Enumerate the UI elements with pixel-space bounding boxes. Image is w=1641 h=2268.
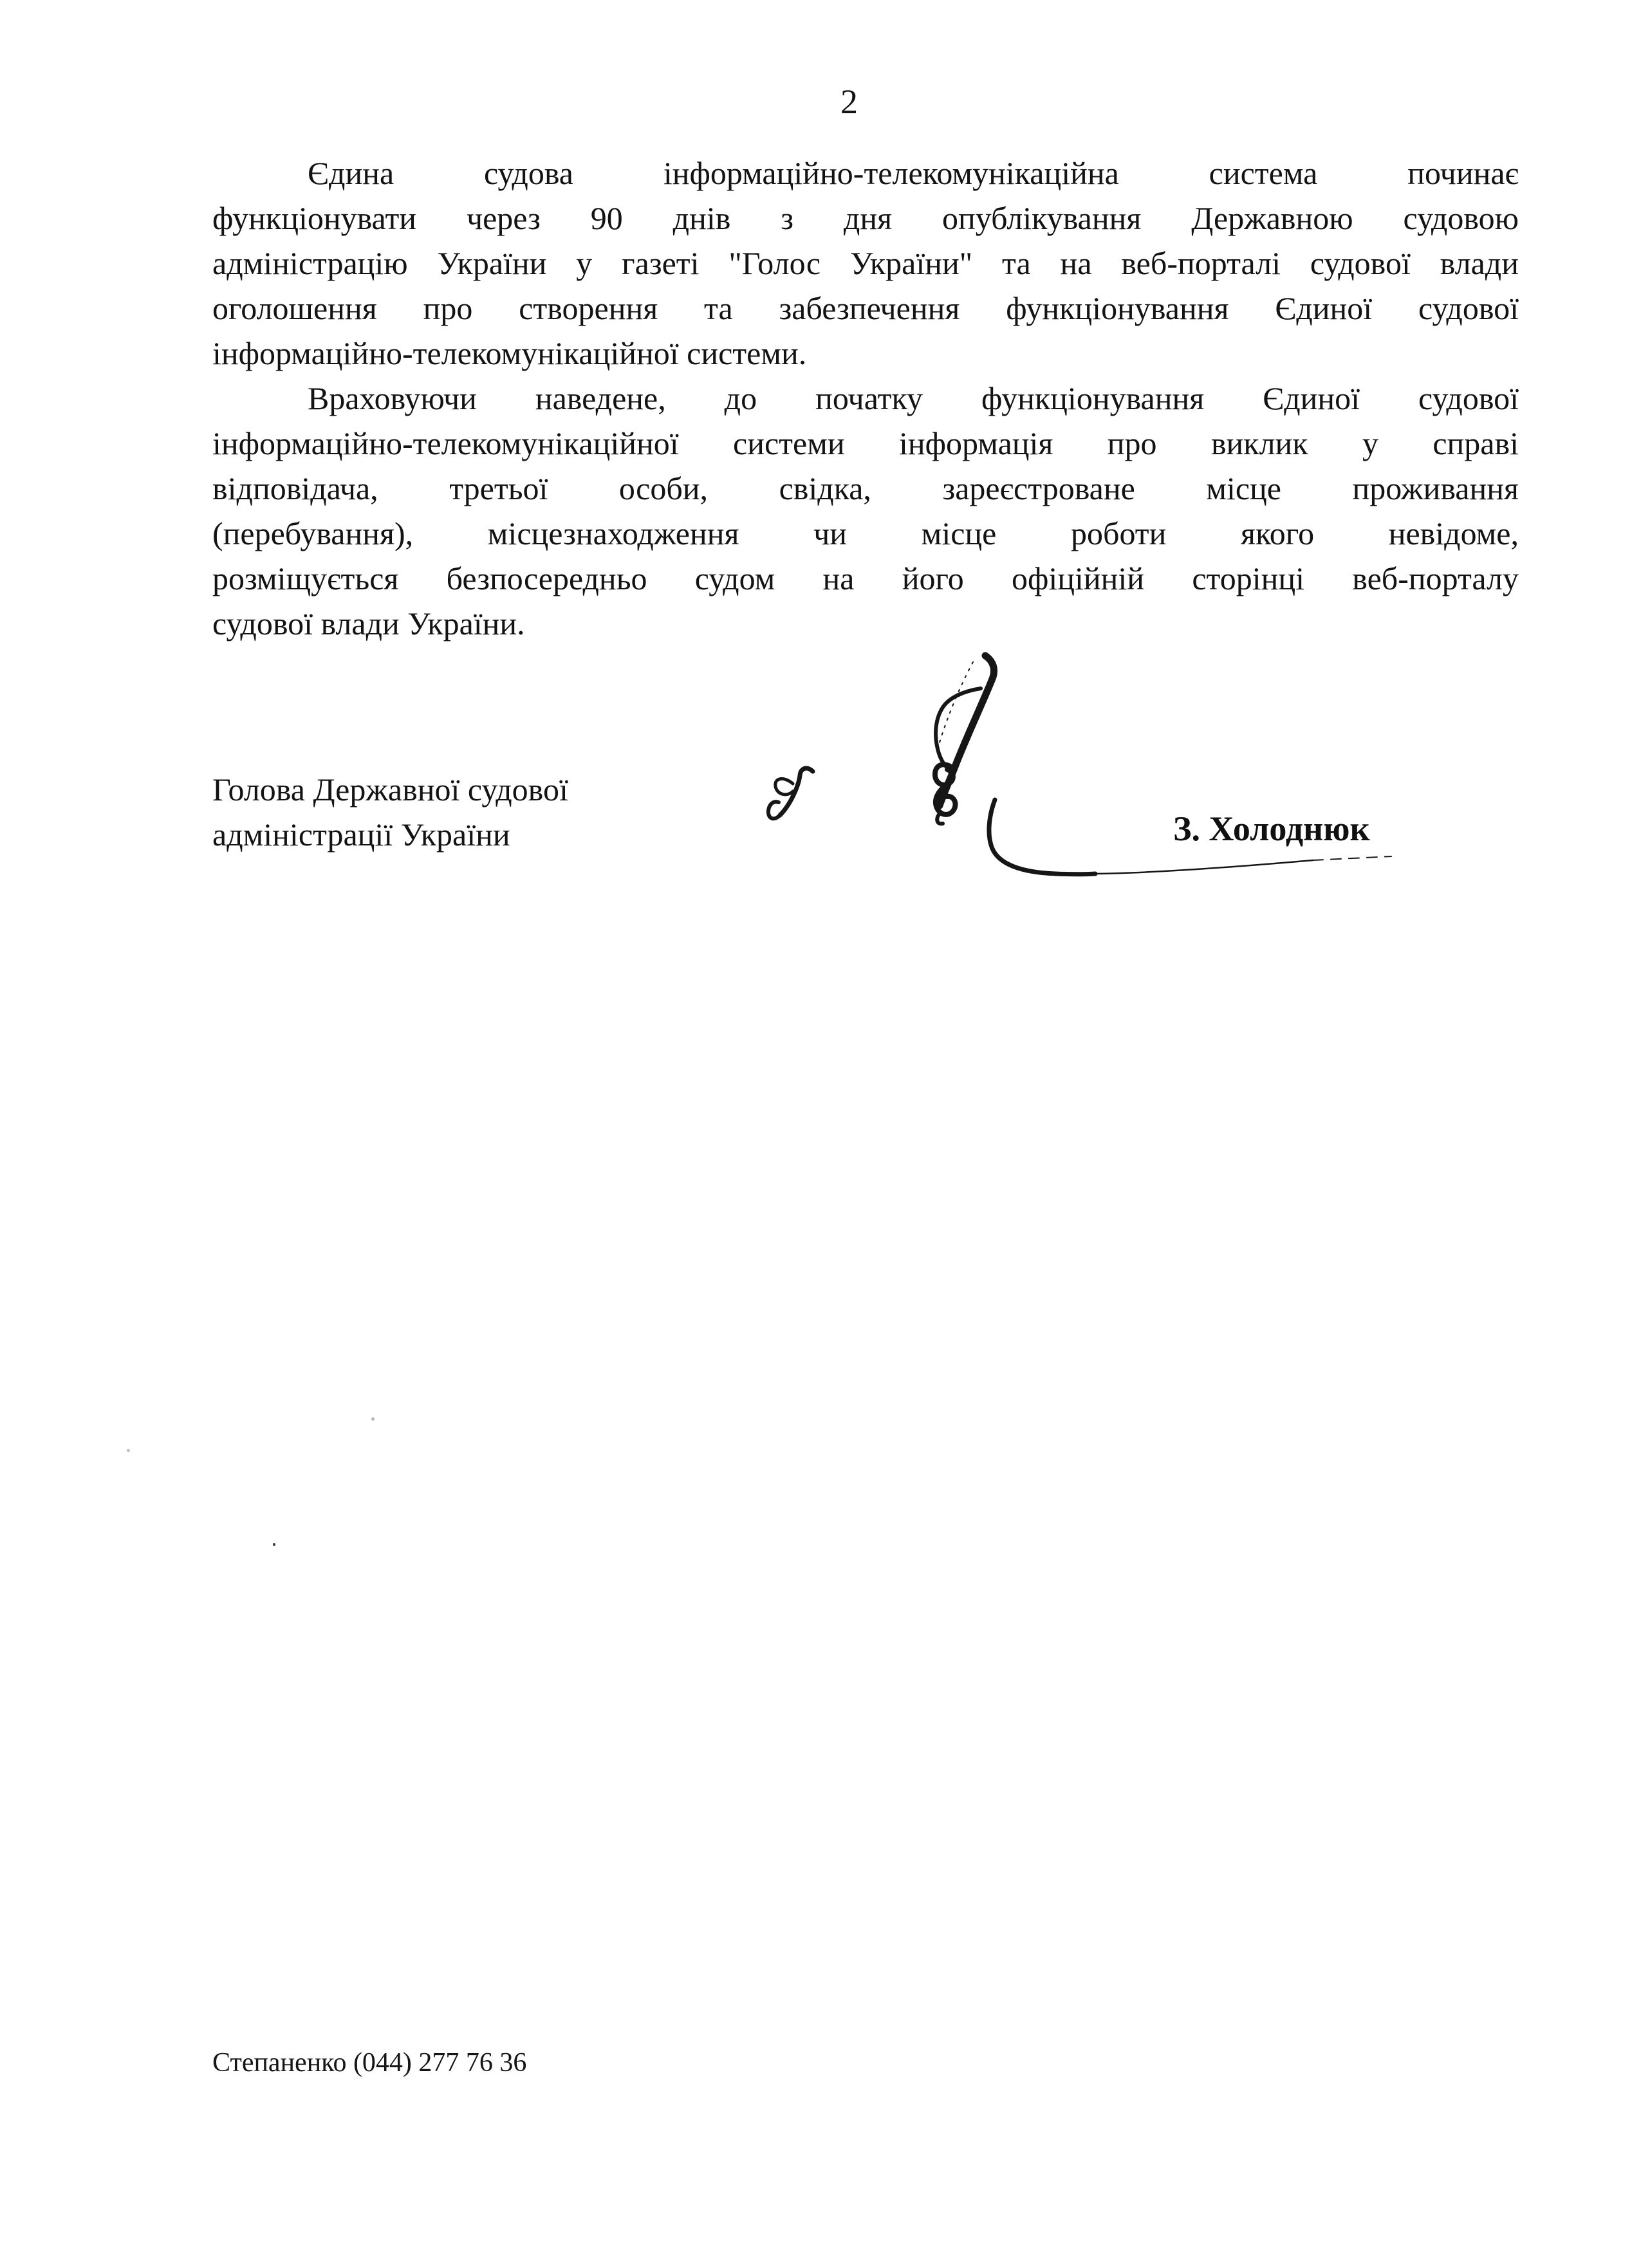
paragraph1-line: функціонувати через 90 днів з дня опублікування Державною судовою	[212, 200, 1519, 236]
signatory-name: З. Холоднюк	[1173, 809, 1370, 848]
signatory-title-line2: адміністрації України	[212, 816, 510, 853]
paragraph1-line: оголошення про створення та забезпечення функціонування Єдиної судової	[212, 290, 1519, 326]
paragraph2-line: інформаційно-телекомунікаційної системи інформація про виклик у справі	[212, 425, 1519, 461]
signature-flourish	[768, 802, 780, 818]
signature-flourish	[775, 779, 793, 794]
handwritten-signature	[734, 631, 1442, 901]
paragraph1-line: адміністрацію України у газеті "Голос України" та на веб-порталі судової влади	[212, 245, 1519, 281]
footer-contact: Степаненко (044) 277 76 36	[212, 2048, 527, 2078]
signature-tail	[1313, 856, 1391, 860]
signature-tail	[1095, 860, 1313, 874]
signatory-title-line1: Голова Державної судової	[212, 771, 568, 807]
scan-artifact	[127, 1449, 130, 1452]
paragraph2-line: судової влади України.	[212, 605, 525, 641]
paragraph1-line: Єдина судова інформаційно-телекомунікаційна система починає	[308, 155, 1519, 191]
body-text	[212, 151, 1519, 646]
paragraph2-line: Враховуючи наведене, до початку функціонування Єдиної судової	[308, 380, 1519, 416]
scan-artifact	[371, 1417, 375, 1421]
scan-artifact	[273, 1543, 275, 1546]
paragraph1-line: інформаційно-телекомунікаційної системи.	[212, 335, 807, 371]
paragraph2-line: відповідача, третьої особи, свідка, зареєстроване місце проживання	[212, 470, 1519, 506]
paragraph2-line: (перебування), місцезнаходження чи місце роботи якого невідоме,	[212, 515, 1519, 551]
paragraph2-line: розміщується безпосередньо судом на його офіційній сторінці веб-порталу	[212, 560, 1519, 596]
signatory-title	[212, 767, 568, 857]
signature-flourish	[780, 768, 813, 815]
signature-tail	[989, 800, 1095, 874]
page-number: 2	[840, 82, 858, 121]
